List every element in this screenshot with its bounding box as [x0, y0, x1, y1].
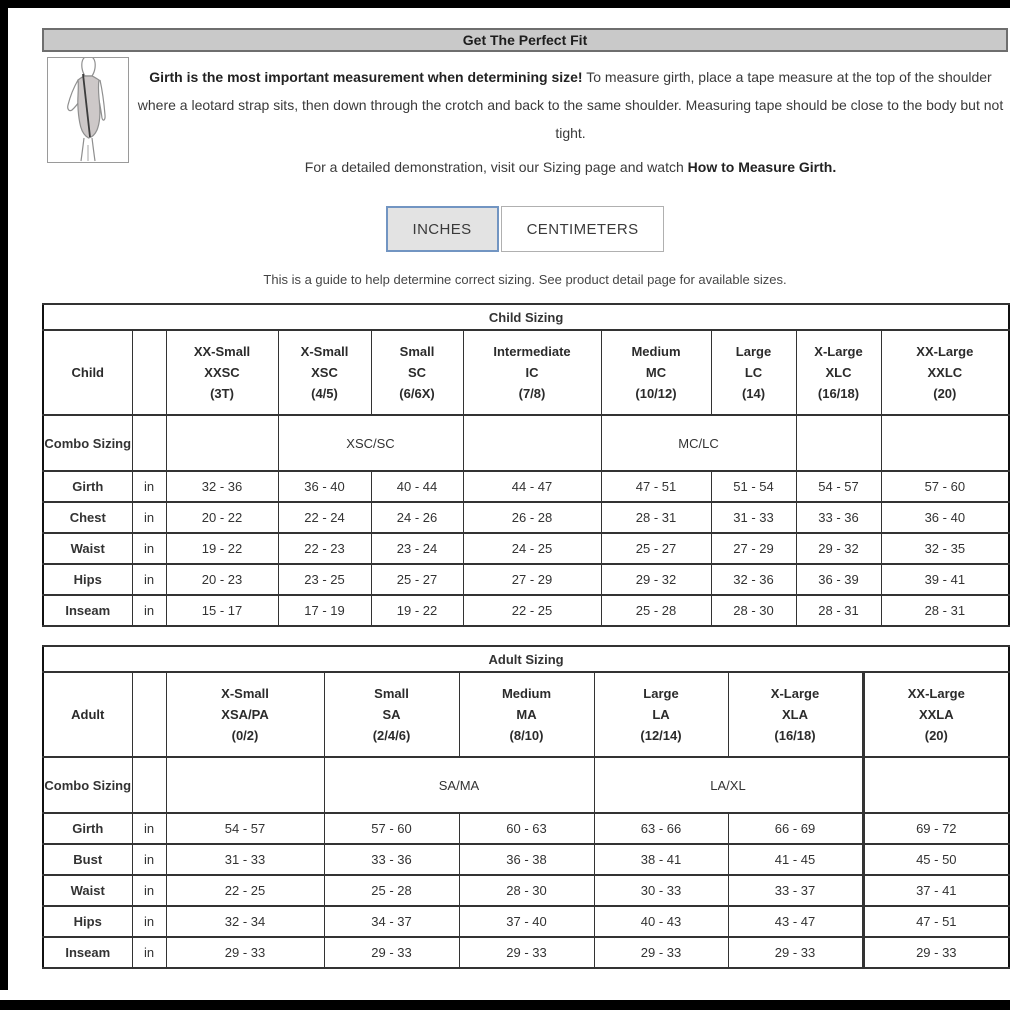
size-code: XSA/PA [221, 707, 269, 722]
measurement-value-cell: 43 - 47 [728, 906, 863, 937]
size-name: Medium [631, 344, 681, 359]
measurement-value-cell: 20 - 22 [166, 502, 278, 533]
measurement-value-cell: 54 - 57 [166, 813, 324, 844]
combo-sizing-label: Combo Sizing [43, 415, 132, 471]
measurement-value-cell: 19 - 22 [166, 533, 278, 564]
combo-sizing-cell: SA/MA [324, 757, 594, 813]
measurement-value-cell: 22 - 25 [463, 595, 601, 626]
measurement-value-cell: 54 - 57 [796, 471, 881, 502]
size-numbers: (8/10) [509, 728, 544, 743]
measurement-row [43, 564, 1009, 595]
measurement-row-label: Hips [43, 906, 132, 937]
size-name: XX-Small [193, 344, 251, 359]
measurement-row-label: Chest [43, 502, 132, 533]
intro-section [42, 57, 1008, 175]
measurement-value-cell: 33 - 37 [728, 875, 863, 906]
measurement-row-label: Waist [43, 875, 132, 906]
measurement-value-cell: 36 - 38 [459, 844, 594, 875]
measurement-value-cell: 27 - 29 [711, 533, 796, 564]
measurement-value-cell: 29 - 33 [166, 937, 324, 968]
measurement-row-label: Girth [43, 471, 132, 502]
girth-measurement-illustration [47, 57, 129, 163]
combo-unit-cell [132, 757, 166, 813]
size-code: LA [652, 707, 670, 722]
guide-note: This is a guide to help determine correct sizing. See product detail page for available sizes. [263, 272, 787, 287]
size-name: XX-Large [907, 686, 965, 701]
leotard-figure-icon [48, 58, 128, 162]
size-column-header [594, 672, 728, 757]
size-code: LC [744, 365, 763, 380]
size-numbers: (16/18) [817, 386, 860, 401]
size-numbers: (20) [924, 728, 948, 743]
measurement-value-cell: 29 - 32 [796, 533, 881, 564]
demo-note-bold: How to Measure Girth. [687, 159, 837, 175]
unit-column-header [132, 672, 166, 757]
combo-unit-cell [132, 415, 166, 471]
size-numbers: (12/14) [640, 728, 682, 743]
size-column-header [166, 672, 324, 757]
size-code: IC [525, 365, 539, 380]
measurement-value-cell: 47 - 51 [863, 906, 1009, 937]
size-numbers: (20) [933, 386, 957, 401]
measurement-value-cell: 28 - 31 [796, 595, 881, 626]
size-numbers: (0/2) [231, 728, 259, 743]
size-column-header [863, 672, 1009, 757]
measurement-value-cell: 66 - 69 [728, 813, 863, 844]
measurement-value-cell: 60 - 63 [459, 813, 594, 844]
unit-cell: in [132, 906, 166, 937]
size-column-header [728, 672, 863, 757]
measurement-value-cell: 22 - 23 [278, 533, 371, 564]
measurement-value-cell: 17 - 19 [278, 595, 371, 626]
size-numbers: (10/12) [635, 386, 677, 401]
measurement-row-label: Inseam [43, 595, 132, 626]
measurement-value-cell: 69 - 72 [863, 813, 1009, 844]
measurement-value-cell: 29 - 33 [459, 937, 594, 968]
size-name: X-Large [814, 344, 863, 359]
measurement-value-cell: 33 - 36 [796, 502, 881, 533]
measurement-value-cell: 25 - 27 [601, 533, 711, 564]
child-sizing-table [42, 303, 1010, 627]
size-numbers: (3T) [210, 386, 234, 401]
size-code: XXLC [927, 365, 963, 380]
measurement-value-cell: 22 - 25 [166, 875, 324, 906]
size-column-header [324, 672, 459, 757]
measurement-row [43, 595, 1009, 626]
measurement-value-cell: 31 - 33 [166, 844, 324, 875]
measurement-value-cell: 37 - 41 [863, 875, 1009, 906]
size-code: SA [382, 707, 401, 722]
measurement-value-cell: 25 - 28 [324, 875, 459, 906]
measurement-value-cell: 26 - 28 [463, 502, 601, 533]
size-name: Medium [501, 686, 552, 701]
measurement-value-cell: 38 - 41 [594, 844, 728, 875]
window-border-left [0, 0, 8, 990]
unit-cell: in [132, 533, 166, 564]
measurement-value-cell: 32 - 36 [166, 471, 278, 502]
size-code: MC [645, 365, 667, 380]
demo-note [137, 159, 1004, 175]
measurement-value-cell: 41 - 45 [728, 844, 863, 875]
measurement-value-cell: 37 - 40 [459, 906, 594, 937]
combo-sizing-label: Combo Sizing [43, 757, 132, 813]
size-name: Small [399, 344, 435, 359]
combo-sizing-cell [796, 415, 881, 471]
unit-cell: in [132, 937, 166, 968]
size-column-header [166, 330, 278, 415]
combo-sizing-cell [881, 415, 1009, 471]
measurement-row [43, 471, 1009, 502]
size-code: SC [407, 365, 427, 380]
window-border-bottom [0, 1000, 1010, 1010]
measurement-row [43, 906, 1009, 937]
measurement-value-cell: 57 - 60 [324, 813, 459, 844]
combo-sizing-cell [863, 757, 1009, 813]
size-name: Large [643, 686, 679, 701]
size-code: XSC [311, 365, 338, 380]
measurement-value-cell: 33 - 36 [324, 844, 459, 875]
measurement-value-cell: 29 - 33 [594, 937, 728, 968]
size-numbers: (2/4/6) [372, 728, 411, 743]
combo-sizing-cell [166, 415, 278, 471]
unit-cell: in [132, 595, 166, 626]
table-title: Adult Sizing [43, 646, 1009, 672]
unit-cell: in [132, 471, 166, 502]
size-column-header [881, 330, 1009, 415]
measurement-value-cell: 28 - 30 [459, 875, 594, 906]
measurement-value-cell: 27 - 29 [463, 564, 601, 595]
measurement-value-cell: 22 - 24 [278, 502, 371, 533]
measurement-value-cell: 29 - 33 [324, 937, 459, 968]
size-name: Small [374, 686, 409, 701]
measurement-row-label: Girth [43, 813, 132, 844]
measurement-value-cell: 29 - 33 [863, 937, 1009, 968]
measurement-value-cell: 29 - 32 [601, 564, 711, 595]
girth-instructions [137, 63, 1004, 147]
table-group-label: Adult [43, 672, 132, 757]
measurement-value-cell: 23 - 24 [371, 533, 463, 564]
intro-text [129, 57, 1008, 175]
size-column-header [796, 330, 881, 415]
measurement-value-cell: 34 - 37 [324, 906, 459, 937]
measurement-row [43, 813, 1009, 844]
measurement-row-label: Inseam [43, 937, 132, 968]
size-numbers: (7/8) [518, 386, 546, 401]
size-name: X-Small [221, 686, 269, 701]
table-group-label: Child [43, 330, 132, 415]
combo-sizing-cell [463, 415, 601, 471]
size-numbers: (16/18) [774, 728, 816, 743]
unit-column-header [132, 330, 166, 415]
size-name: X-Large [770, 686, 820, 701]
unit-cell: in [132, 844, 166, 875]
measurement-value-cell: 47 - 51 [601, 471, 711, 502]
measurement-row [43, 844, 1009, 875]
measurement-value-cell: 28 - 31 [881, 595, 1009, 626]
measurement-value-cell: 15 - 17 [166, 595, 278, 626]
measurement-value-cell: 36 - 39 [796, 564, 881, 595]
measurement-value-cell: 28 - 31 [601, 502, 711, 533]
measurement-value-cell: 40 - 43 [594, 906, 728, 937]
girth-instructions-lead: Girth is the most important measurement when determining size! [149, 69, 583, 85]
measurement-value-cell: 32 - 34 [166, 906, 324, 937]
measurement-row-label: Hips [43, 564, 132, 595]
measurement-value-cell: 31 - 33 [711, 502, 796, 533]
adult-sizing-table [42, 645, 1010, 969]
size-column-header [371, 330, 463, 415]
unit-cell: in [132, 502, 166, 533]
size-numbers: (4/5) [311, 386, 338, 401]
measurement-value-cell: 28 - 30 [711, 595, 796, 626]
measurement-value-cell: 45 - 50 [863, 844, 1009, 875]
size-column-header [601, 330, 711, 415]
measurement-value-cell: 24 - 26 [371, 502, 463, 533]
unit-cell: in [132, 564, 166, 595]
unit-toggle [42, 206, 1008, 252]
size-column-header [463, 330, 601, 415]
size-numbers: (6/6X) [399, 386, 435, 401]
size-numbers: (14) [741, 386, 766, 401]
size-name: Large [735, 344, 772, 359]
measurement-row [43, 937, 1009, 968]
measurement-value-cell: 32 - 35 [881, 533, 1009, 564]
size-name: XX-Large [916, 344, 974, 359]
inches-button[interactable]: INCHES [386, 206, 499, 252]
size-code: XXLA [918, 707, 954, 722]
unit-cell: in [132, 875, 166, 906]
measurement-value-cell: 30 - 33 [594, 875, 728, 906]
size-column-header [278, 330, 371, 415]
measurement-value-cell: 40 - 44 [371, 471, 463, 502]
measurement-row [43, 875, 1009, 906]
measurement-row [43, 502, 1009, 533]
combo-sizing-cell: XSC/SC [278, 415, 463, 471]
size-code: MA [516, 707, 537, 722]
measurement-row [43, 533, 1009, 564]
measurement-value-cell: 39 - 41 [881, 564, 1009, 595]
size-column-header [711, 330, 796, 415]
combo-sizing-cell: LA/XL [594, 757, 863, 813]
size-code: XLA [782, 707, 808, 722]
measurement-value-cell: 29 - 33 [728, 937, 863, 968]
measurement-value-cell: 20 - 23 [166, 564, 278, 595]
size-name: X-Small [300, 344, 349, 359]
measurement-value-cell: 23 - 25 [278, 564, 371, 595]
measurement-value-cell: 44 - 47 [463, 471, 601, 502]
size-code: XLC [825, 365, 852, 380]
measurement-value-cell: 51 - 54 [711, 471, 796, 502]
measurement-value-cell: 25 - 27 [371, 564, 463, 595]
measurement-value-cell: 25 - 28 [601, 595, 711, 626]
table-title: Child Sizing [43, 304, 1009, 330]
combo-sizing-cell: MC/LC [601, 415, 796, 471]
combo-sizing-cell [166, 757, 324, 813]
page-title: Get The Perfect Fit [42, 28, 1008, 52]
measurement-value-cell: 63 - 66 [594, 813, 728, 844]
measurement-row-label: Bust [43, 844, 132, 875]
girth-instructions-body: To measure girth, place a tape measure at the top of the shoulder where a leotard strap sits, then down through the crotch and back to the same shoulder. Measuring tape should be close to the body but not tight. [137, 69, 1004, 141]
measurement-value-cell: 24 - 25 [463, 533, 601, 564]
measurement-row-label: Waist [43, 533, 132, 564]
centimeters-button[interactable]: CENTIMETERS [501, 206, 665, 252]
measurement-value-cell: 57 - 60 [881, 471, 1009, 502]
size-code: XXSC [204, 365, 240, 380]
measurement-value-cell: 36 - 40 [278, 471, 371, 502]
demo-note-text: For a detailed demonstration, visit our Sizing page and watch [304, 159, 688, 175]
measurement-value-cell: 19 - 22 [371, 595, 463, 626]
size-name: Intermediate [493, 344, 571, 359]
unit-cell: in [132, 813, 166, 844]
measurement-value-cell: 36 - 40 [881, 502, 1009, 533]
sizing-guide-page [42, 0, 1008, 969]
size-column-header [459, 672, 594, 757]
measurement-value-cell: 32 - 36 [711, 564, 796, 595]
